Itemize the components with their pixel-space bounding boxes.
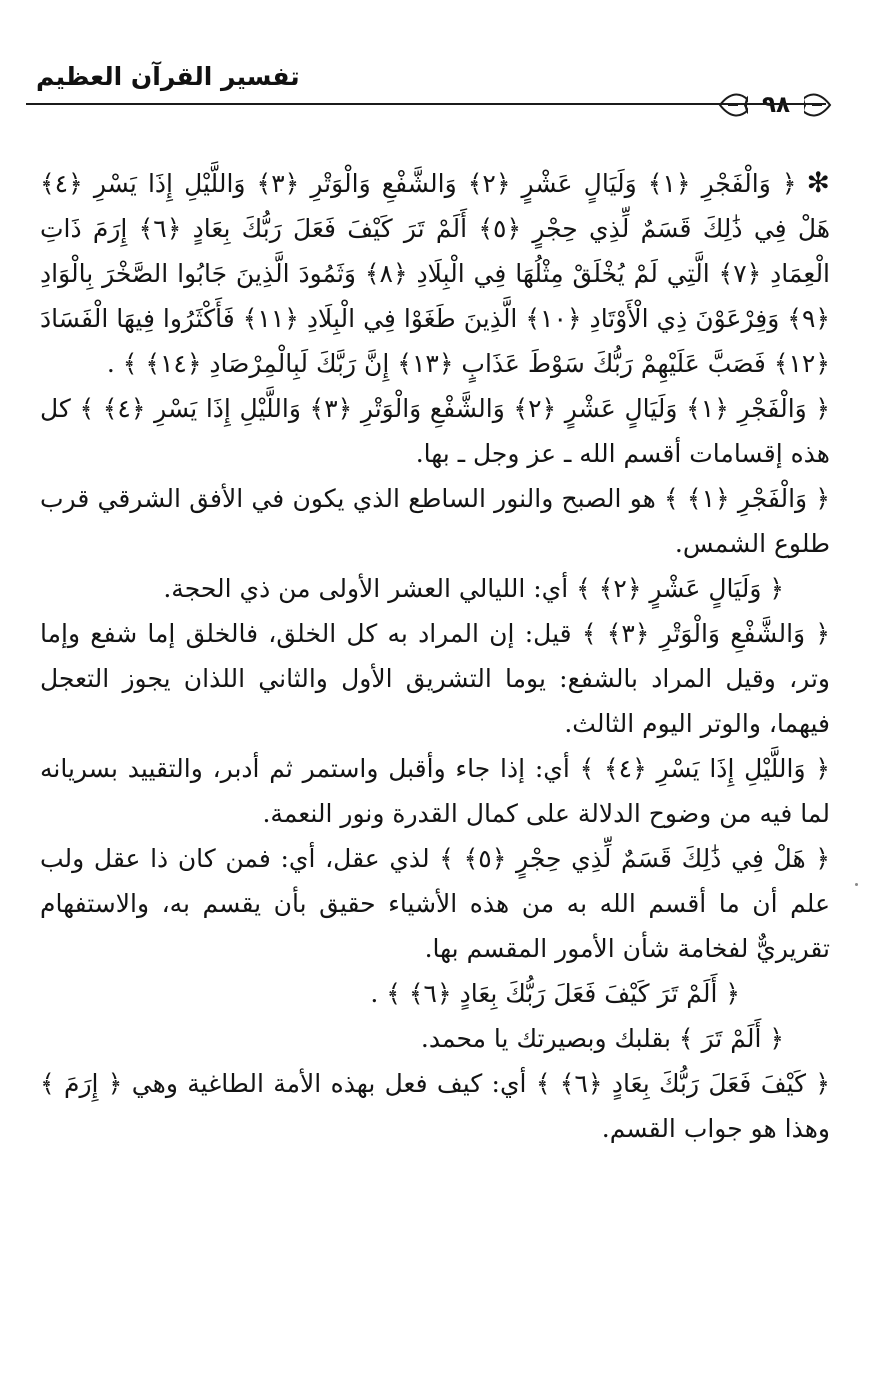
commentary-paragraph: ﴿ وَالْفَجْرِ ﴿١﴾ ﴾ هو الصبح والنور الساطع الذي يكون في الأفق الشرقي قرب طلوع الشمس. — [40, 484, 830, 558]
commentary-paragraph: ﴿ هَلْ فِي ذَٰلِكَ قَسَمٌ لِّذِي حِجْرٍ ﴿٥﴾ ﴾ لذي عقل، أي: فمن كان ذا عقل ولب علم أن ما أقسم الله به من هذه الأشياء حقيق بأن يقسم به، والاستفهام تقريريٌّ لفخامة شأن الأمور المقسم بها. — [40, 844, 830, 963]
commentary-paragraph: ﴿ وَالشَّفْعِ وَالْوَتْرِ ﴿٣﴾ ﴾ قيل: إن المراد به كل الخلق، فالخلق إما شفع وإما وتر، وقيل المراد بالشفع: يوما التشريق الأول والثاني اللذان يجوز التعجل فيهما، والوتر اليوم الثالث. — [40, 619, 830, 738]
page-body — [40, 160, 830, 1151]
commentary-paragraph: ﴿ وَلَيَالٍ عَشْرٍ ﴿٢﴾ ﴾ أي: الليالي العشر الأولى من ذي الحجة. — [163, 574, 784, 603]
quran-verses-text: ﴿ وَالْفَجْرِ ﴿١﴾ وَلَيَالٍ عَشْرٍ ﴿٢﴾ وَالشَّفْعِ وَالْوَتْرِ ﴿٣﴾ وَاللَّيْلِ إِذَا يَسْرِ ﴿٤﴾ هَلْ فِي ذَٰلِكَ قَسَمٌ لِّذِي حِجْرٍ ﴿٥﴾ أَلَمْ تَرَ كَيْفَ فَعَلَ رَبُّكَ بِعَادٍ ﴿٦﴾ إِرَمَ ذَاتِ الْعِمَادِ ﴿٧﴾ الَّتِي لَمْ يُخْلَقْ مِثْلُهَا فِي الْبِلَادِ ﴿٨﴾ وَثَمُودَ الَّذِينَ جَابُوا الصَّخْرَ بِالْوَادِ ﴿٩﴾ وَفِرْعَوْنَ ذِي الْأَوْتَادِ ﴿١٠﴾ الَّذِينَ طَغَوْا فِي الْبِلَادِ ﴿١١﴾ فَأَكْثَرُوا فِيهَا الْفَسَادَ ﴿١٢﴾ فَصَبَّ عَلَيْهِمْ رَبُّكَ سَوْطَ عَذَابٍ ﴿١٣﴾ إِنَّ رَبَّكَ لَبِالْمِرْصَادِ ﴿١٤﴾ ﴾ . — [40, 169, 831, 378]
commentary-paragraph: ﴿ وَالْفَجْرِ ﴿١﴾ وَلَيَالٍ عَشْرٍ ﴿٢﴾ وَالشَّفْعِ وَالْوَتْرِ ﴿٣﴾ وَاللَّيْلِ إِذَا يَسْرِ ﴿٤﴾ ﴾ كل هذه إقسامات أقسم الله ـ عز وجل ـ بها. — [40, 394, 830, 468]
header-divider — [26, 103, 826, 105]
commentary-paragraph: ﴿ أَلَمْ تَرَ ﴾ بقلبك وبصيرتك يا محمد. — [420, 1024, 784, 1053]
commentary-paragraph: ﴿ كَيْفَ فَعَلَ رَبُّكَ بِعَادٍ ﴿٦﴾ ﴾ أي: كيف فعل بهذه الأمة الطاغية وهي ﴿ إِرَمَ ﴾ وهذا هو جواب القسم. — [40, 1069, 831, 1143]
verse-quote-line: ﴿ أَلَمْ تَرَ كَيْفَ فَعَلَ رَبُّكَ بِعَادٍ ﴿٦﴾ ﴾ . — [370, 979, 740, 1008]
commentary-paragraph: ﴿ وَاللَّيْلِ إِذَا يَسْرِ ﴿٤﴾ ﴾ أي: إذا جاء وأقبل واستمر ثم أدبر، والتقييد بسريانه لما فيه من وضوح الدلالة على كمال القدرة ونور النعمة. — [40, 754, 830, 828]
margin-speck — [855, 883, 858, 886]
asterisk-star-icon: ✻ — [806, 166, 830, 199]
running-header-title: تفسير القرآن العظيم — [36, 62, 300, 91]
verse-block-paragraph — [40, 160, 830, 386]
page-number: ٩٨ — [748, 91, 804, 119]
